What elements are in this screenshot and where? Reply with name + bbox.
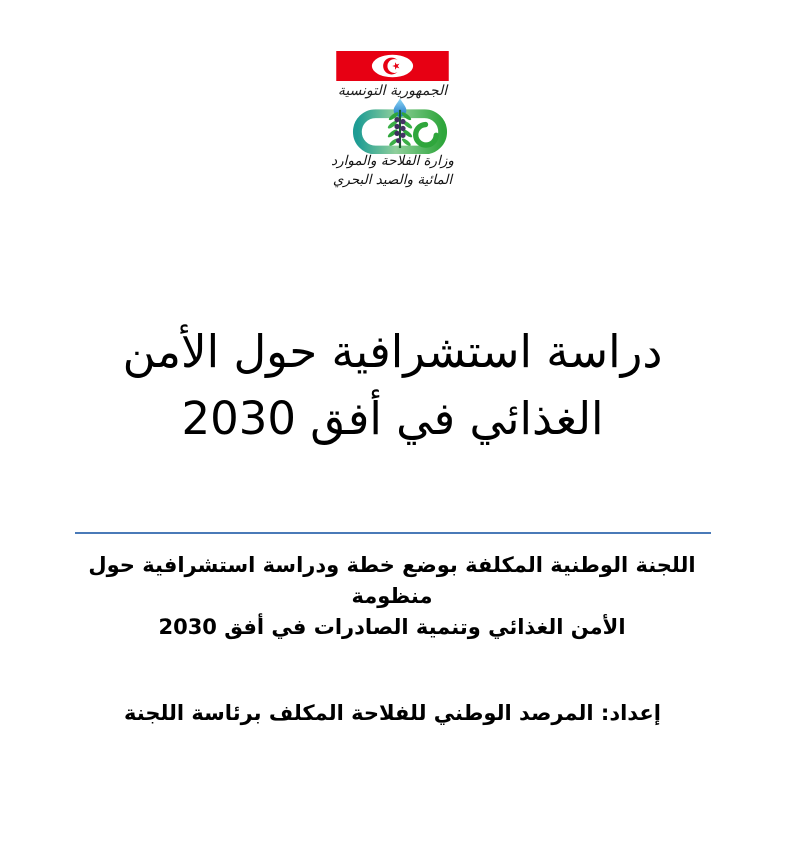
ministry-of-agriculture-logo-icon bbox=[351, 97, 449, 154]
ministry-name-line1: وزارة الفلاحة والموارد bbox=[331, 153, 454, 169]
tunisia-flag-icon bbox=[336, 51, 449, 81]
divider-line bbox=[75, 532, 711, 534]
committee-subtitle bbox=[62, 550, 722, 643]
ministry-name-line2: المائية والصيد البحري bbox=[332, 172, 453, 188]
document-title-line1: دراسة استشرافية حول الأمن bbox=[122, 325, 663, 378]
committee-subtitle-line2: الأمن الغذائي وتنمية الصادرات في أفق 2030 bbox=[158, 615, 626, 639]
document-title-line2: الغذائي في أفق 2030 bbox=[181, 392, 604, 445]
prepared-by: إعداد: المرصد الوطني للفلاحة المكلف برئاسة اللجنة bbox=[124, 701, 661, 725]
ministry-name bbox=[0, 152, 785, 190]
document-title bbox=[0, 318, 785, 452]
committee-subtitle-line1: اللجنة الوطنية المكلفة بوضع خطة ودراسة استشرافية حول منظومة bbox=[88, 553, 696, 608]
republic-name: الجمهورية التونسية bbox=[337, 83, 448, 99]
